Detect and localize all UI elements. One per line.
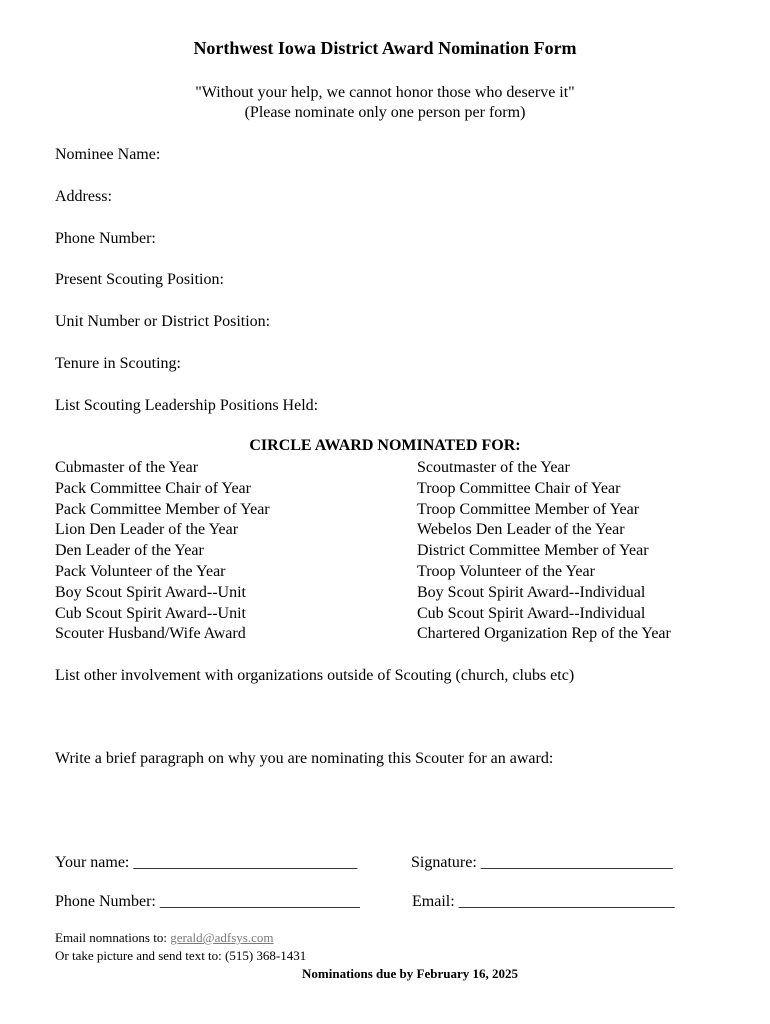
award-option[interactable]: Boy Scout Spirit Award--Unit — [55, 583, 246, 601]
form-instruction: (Please nominate only one person per form) — [244, 104, 526, 121]
tenure-label: Tenure in Scouting: — [55, 355, 181, 372]
award-option[interactable]: Troop Committee Member of Year — [417, 500, 640, 518]
award-option[interactable]: Den Leader of the Year — [55, 542, 204, 560]
phone-number-label: Phone Number: — [55, 230, 156, 247]
form-quote: "Without your help, we cannot honor those who deserve it" — [195, 84, 575, 101]
award-option[interactable]: Cubmaster of the Year — [55, 459, 199, 476]
award-option[interactable]: Lion Den Leader of the Year — [55, 521, 239, 539]
email-link[interactable]: gerald@adfsys.com — [170, 930, 274, 945]
award-option[interactable]: Troop Volunteer of the Year — [417, 562, 595, 580]
due-date: Nominations due by February 16, 2025 — [302, 966, 518, 981]
award-option[interactable]: Pack Committee Chair of Year — [55, 479, 251, 497]
award-option[interactable]: Pack Volunteer of the Year — [55, 562, 226, 580]
award-option[interactable]: Troop Committee Chair of Year — [417, 479, 621, 497]
your-name-field[interactable]: Your name: ____________________________ — [55, 854, 358, 871]
text-instruction: Or take picture and send text to: (515) 368-1431 — [55, 948, 307, 963]
award-option[interactable]: Scouter Husband/Wife Award — [55, 625, 246, 643]
award-list-right — [417, 458, 671, 645]
nominee-name-label: Nominee Name: — [55, 146, 161, 163]
award-option[interactable]: Cub Scout Spirit Award--Unit — [55, 604, 246, 622]
award-option[interactable]: Boy Scout Spirit Award--Individual — [417, 583, 646, 601]
award-heading: CIRCLE AWARD NOMINATED FOR: — [249, 437, 521, 454]
other-involvement-label: List other involvement with organizations outside of Scouting (church, clubs etc) — [55, 667, 575, 684]
award-option[interactable]: Cub Scout Spirit Award--Individual — [417, 604, 646, 622]
address-label: Address: — [55, 188, 112, 205]
signature-field[interactable]: Signature: ________________________ — [411, 854, 673, 871]
unit-number-label: Unit Number or District Position: — [55, 313, 271, 330]
submitter-phone-field[interactable]: Phone Number: _________________________ — [55, 893, 360, 910]
award-option[interactable]: Scoutmaster of the Year — [417, 459, 570, 476]
paragraph-prompt-label: Write a brief paragraph on why you are nominating this Scouter for an award: — [55, 750, 554, 767]
email-instruction-label: Email nomnations to: — [55, 930, 171, 945]
present-position-label: Present Scouting Position: — [55, 271, 224, 288]
award-option[interactable]: Pack Committee Member of Year — [55, 500, 270, 518]
award-option[interactable]: District Committee Member of Year — [417, 542, 649, 560]
email-field[interactable]: Email: ___________________________ — [412, 893, 675, 910]
award-option[interactable]: Chartered Organization Rep of the Year — [417, 625, 671, 643]
leadership-positions-label: List Scouting Leadership Positions Held: — [55, 397, 319, 414]
form-title: Northwest Iowa District Award Nomination Form — [193, 38, 577, 58]
email-instruction — [55, 930, 274, 946]
award-option[interactable]: Webelos Den Leader of the Year — [417, 521, 625, 539]
award-list-left — [55, 458, 270, 645]
